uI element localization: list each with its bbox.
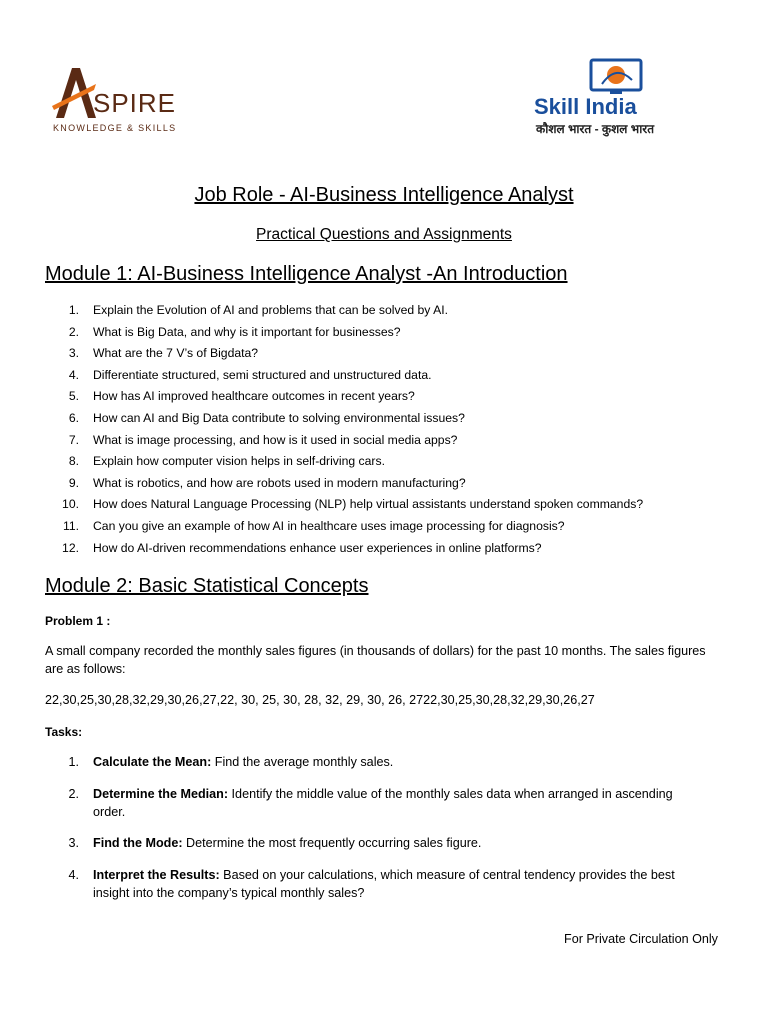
question-text: Differentiate structured, semi structured and unstructured data.	[93, 367, 432, 382]
list-item	[45, 539, 735, 561]
list-number: 10.	[62, 497, 79, 512]
document-subtitle: Practical Questions and Assignments	[256, 226, 512, 243]
monitor-icon	[588, 58, 644, 98]
task-text: Determine the most frequently occurring sales figure.	[182, 836, 482, 850]
question-text: How can AI and Big Data contribute to solving environmental issues?	[93, 410, 465, 425]
skill-india-hindi-tagline: कौशल भारत - कुशल भारत	[536, 122, 655, 136]
list-number: 4.	[68, 867, 79, 882]
question-text: Explain the Evolution of AI and problems that can be solved by AI.	[93, 303, 449, 317]
list-item	[45, 452, 735, 474]
task-body	[93, 785, 703, 821]
list-item	[45, 344, 735, 366]
list-number: 5.	[68, 389, 79, 404]
list-number: 7.	[68, 432, 79, 447]
list-item	[45, 323, 735, 345]
module1-heading: Module 1: AI-Business Intelligence Analyst -An Introduction	[45, 263, 568, 285]
list-number: 6.	[68, 410, 79, 425]
task-list	[45, 753, 735, 915]
question-text: Can you give an example of how AI in healthcare uses image processing for diagnosis?	[93, 518, 565, 533]
question-text: Explain how computer vision helps in self-driving cars.	[93, 454, 385, 469]
problem-description: A small company recorded the monthly sales figures (in thousands of dollars) for the past 10 months. The sales figures are as follows:	[45, 644, 706, 676]
list-number: 8.	[68, 454, 79, 469]
task-body	[93, 753, 703, 771]
task-title: Interpret the Results:	[93, 867, 220, 882]
question-text: How has AI improved healthcare outcomes in recent years?	[93, 389, 415, 404]
task-body	[93, 834, 703, 852]
aspire-a-icon	[50, 66, 98, 124]
question-text: How do AI-driven recommendations enhance user experiences in online platforms?	[93, 540, 542, 555]
question-text: What is Big Data, and why is it important for businesses?	[93, 324, 401, 339]
task-text: Identify the middle value of the monthly sales data when arranged in ascending order.	[93, 786, 673, 819]
question-text: How does Natural Language Processing (NLP) help virtual assistants understand spoken commands?	[93, 497, 644, 512]
skill-india-logo	[532, 56, 702, 138]
list-number: 11.	[62, 518, 79, 533]
module1-question-list	[45, 301, 735, 560]
list-item	[45, 366, 735, 388]
list-item	[45, 431, 735, 453]
problem-label: Problem 1 :	[45, 614, 111, 628]
list-item	[45, 517, 735, 539]
tasks-label: Tasks:	[45, 725, 83, 739]
skill-india-wordmark: Skill India	[534, 94, 637, 119]
aspire-tagline: KNOWLEDGE & SKILLS	[53, 123, 177, 133]
list-item	[45, 409, 735, 431]
question-text: What is robotics, and how are robots used in modern manufacturing?	[93, 475, 466, 490]
list-item	[45, 834, 735, 866]
list-number: 3.	[68, 836, 79, 850]
sales-figures: 22,30,25,30,28,32,29,30,26,27,22, 30, 25, 30, 28, 32, 29, 30, 26, 2722,30,25,30,28,32,29,30,26,27	[45, 693, 595, 707]
document-title: Job Role - AI-Business Intelligence Analyst	[194, 184, 574, 206]
list-number: 9.	[68, 475, 79, 490]
aspire-wordmark: SPIRE	[93, 88, 177, 118]
question-text: What are the 7 V’s of Bigdata?	[93, 346, 259, 361]
list-item	[45, 301, 735, 323]
task-body	[93, 866, 703, 902]
task-text: Find the average monthly sales.	[211, 755, 394, 769]
question-text: What is image processing, and how is it used in social media apps?	[93, 432, 458, 447]
list-item	[45, 495, 735, 517]
list-number: 12.	[62, 540, 79, 555]
task-title: Find the Mode:	[93, 836, 183, 850]
list-number: 1.	[68, 755, 79, 769]
footer-note: For Private Circulation Only	[564, 932, 718, 946]
task-title: Determine the Median:	[93, 786, 229, 801]
task-text: Based on your calculations, which measure of central tendency provides the best insight into the company’s typical monthly sales?	[93, 867, 675, 900]
list-item	[45, 474, 735, 496]
list-number: 4.	[68, 367, 79, 382]
list-number: 2.	[68, 324, 79, 339]
list-item	[45, 387, 735, 409]
task-title: Calculate the Mean:	[93, 755, 212, 769]
module2-heading: Module 2: Basic Statistical Concepts	[45, 575, 369, 597]
aspire-logo	[50, 66, 185, 138]
list-item	[45, 785, 735, 835]
list-item	[45, 753, 735, 785]
list-number: 1.	[68, 303, 79, 317]
list-number: 2.	[68, 786, 79, 801]
list-item	[45, 866, 735, 916]
list-number: 3.	[68, 346, 79, 361]
